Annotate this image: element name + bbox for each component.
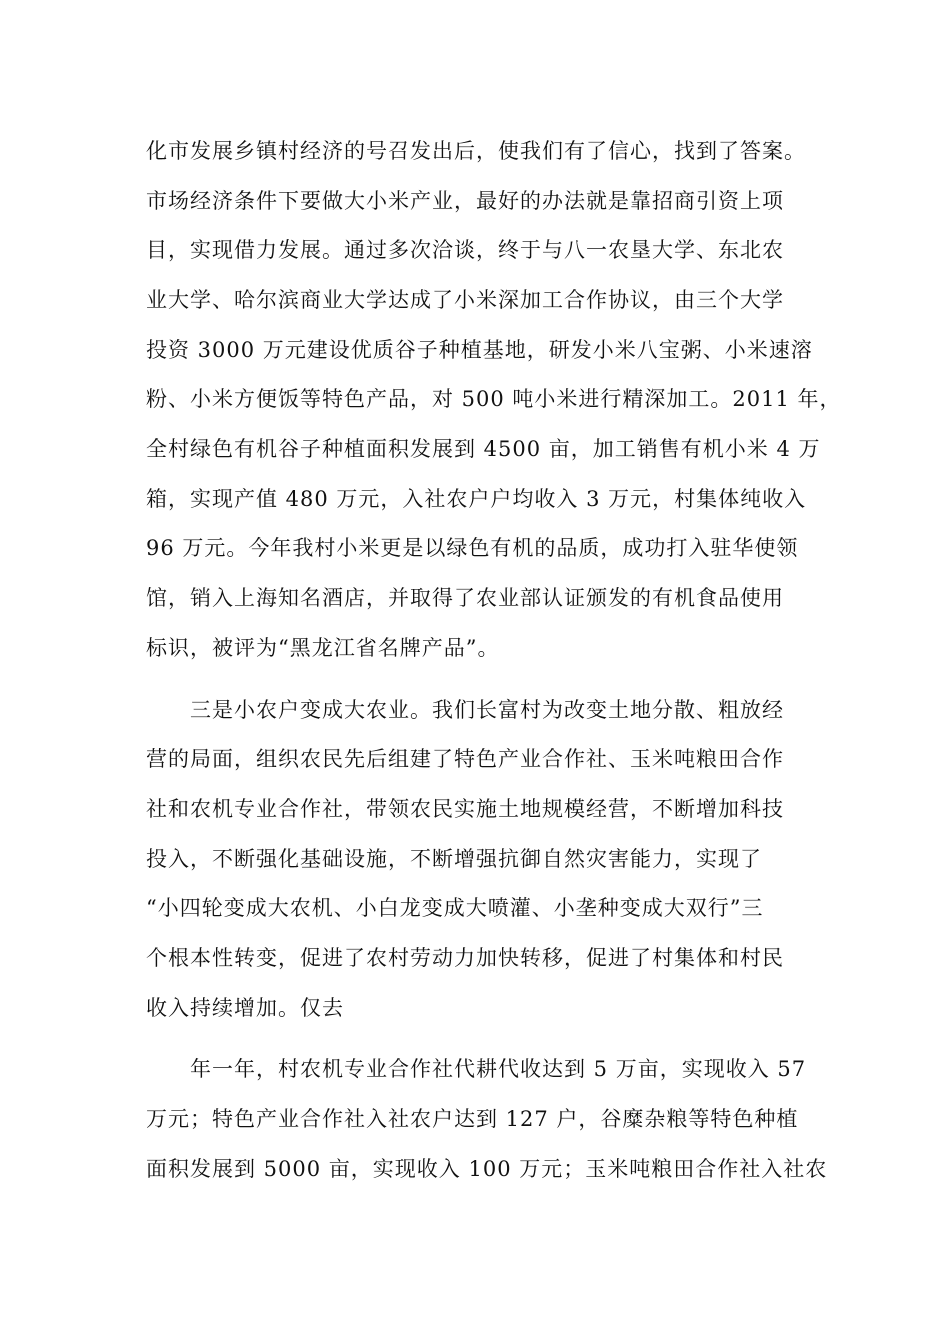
text-line: 投资 3000 万元建设优质谷子种植基地，研发小米八宝粥、小米速溶 <box>146 338 813 362</box>
text-line: 个根本性转变，促进了农村劳动力加快转移，促进了村集体和村民 <box>146 946 784 970</box>
text-line: 馆，销入上海知名酒店，并取得了农业部认证颁发的有机食品使用 <box>146 586 784 610</box>
text-line: 社和农机专业合作社，带领农民实施土地规模经营，不断增加科技 <box>146 797 784 821</box>
text-line: 标识，被评为“黑龙江省名牌产品”。 <box>146 636 500 660</box>
text-line: 96 万元。今年我村小米更是以绿色有机的品质，成功打入驻华使领 <box>146 536 799 560</box>
text-line: 全村绿色有机谷子种植面积发展到 4500 亩，加工销售有机小米 4 万 <box>146 437 821 461</box>
text-line: 万元；特色产业合作社入社农户达到 127 户，谷糜杂粮等特色种植 <box>146 1107 799 1131</box>
text-line: 三是小农户变成大农业。我们长富村为改变土地分散、粗放经 <box>190 698 784 722</box>
text-line: 收入持续增加。仅去 <box>146 996 344 1020</box>
text-line: 化市发展乡镇村经济的号召发出后，使我们有了信心，找到了答案。 <box>146 139 806 163</box>
text-line: 目，实现借力发展。通过多次洽谈，终于与八一农垦大学、东北农 <box>146 238 784 262</box>
text-line: “小四轮变成大农机、小白龙变成大喷灌、小垄种变成大双行”三 <box>146 896 764 920</box>
text-line: 业大学、哈尔滨商业大学达成了小米深加工合作协议，由三个大学 <box>146 288 784 312</box>
text-line: 年一年，村农机专业合作社代耕代收达到 5 万亩，实现收入 57 <box>190 1057 807 1081</box>
text-line: 箱，实现产值 480 万元，入社农户户均收入 3 万元，村集体纯收入 <box>146 487 807 511</box>
text-line: 面积发展到 5000 亩，实现收入 100 万元；玉米吨粮田合作社入社农 <box>146 1157 828 1181</box>
text-line: 投入，不断强化基础设施，不断增强抗御自然灾害能力，实现了 <box>146 847 762 871</box>
text-line: 营的局面，组织农民先后组建了特色产业合作社、玉米吨粮田合作 <box>146 747 784 771</box>
text-line: 粉、小米方便饭等特色产品，对 500 吨小米进行精深加工。2011 年， <box>146 387 842 411</box>
text-line: 市场经济条件下要做大小米产业，最好的办法就是靠招商引资上项 <box>146 189 784 213</box>
